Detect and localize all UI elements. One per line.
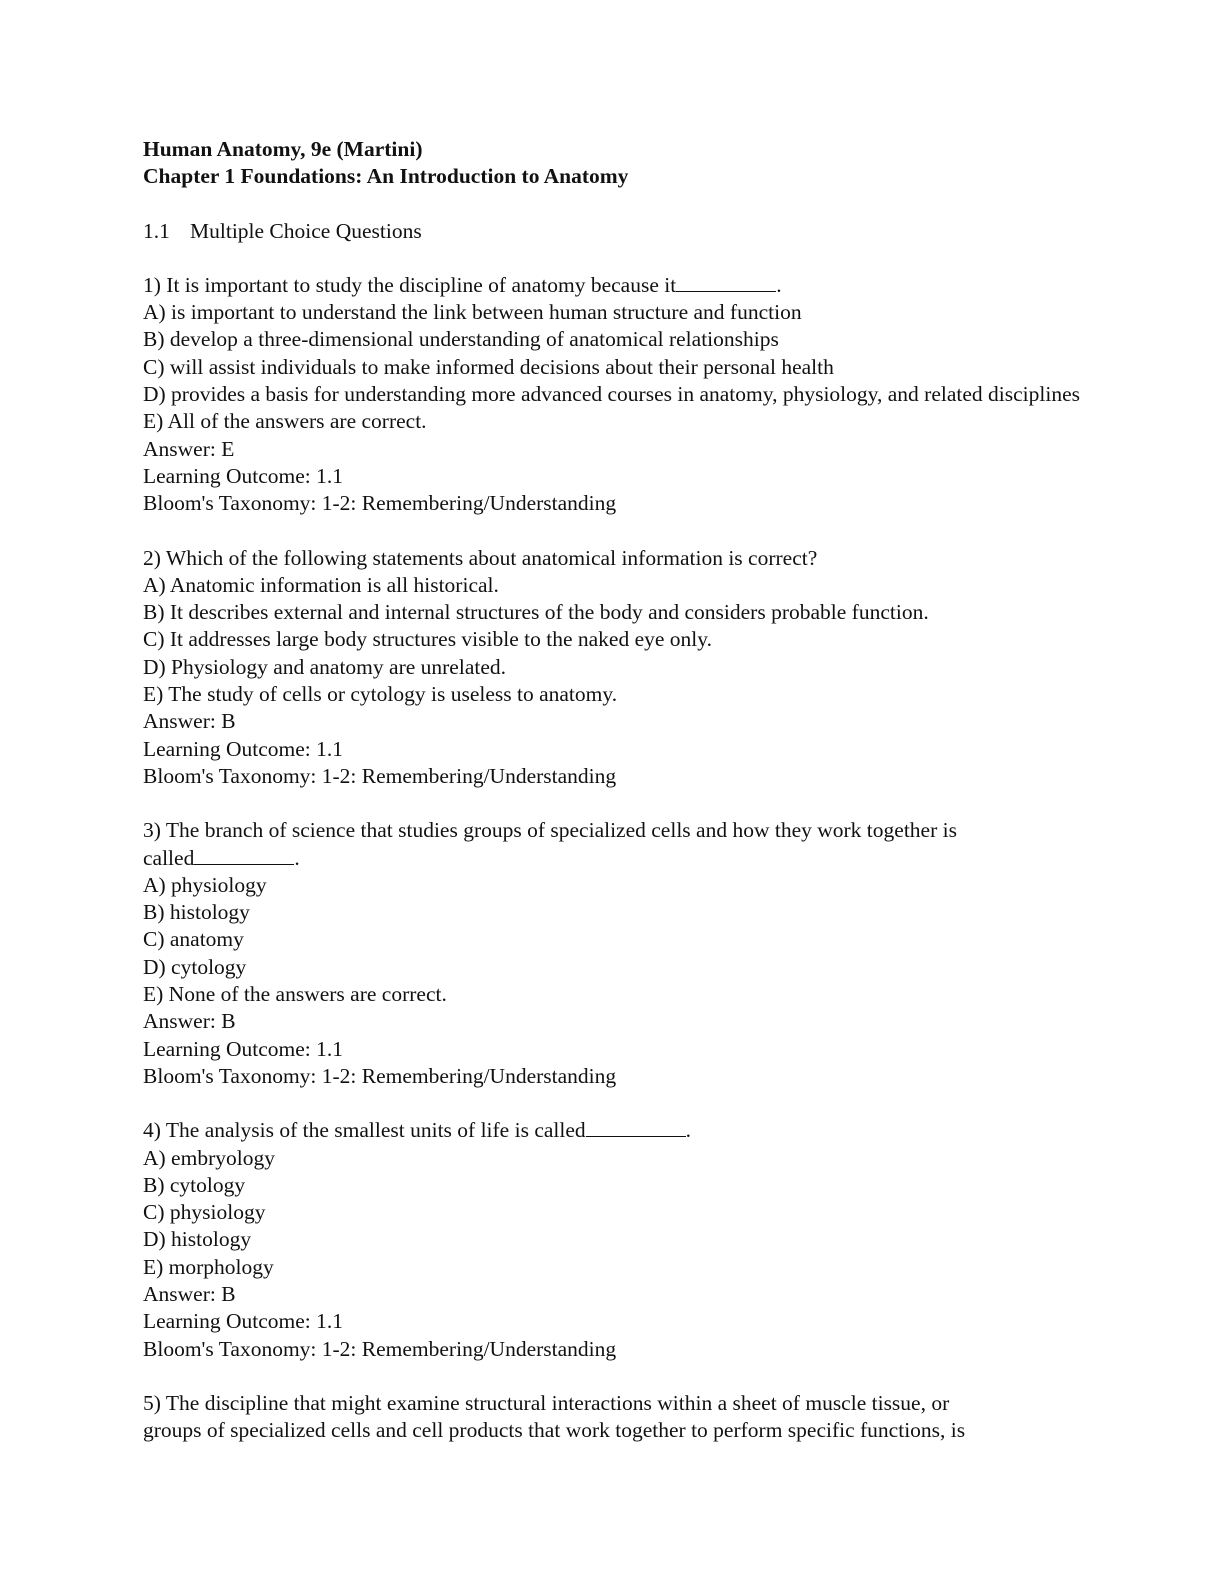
question-stem (143, 272, 1083, 299)
option-d: D) Physiology and anatomy are unrelated. (143, 654, 507, 679)
learning-outcome: Learning Outcome: 1.1 (143, 463, 344, 488)
option-c: C) physiology (143, 1200, 266, 1225)
option-a: A) physiology (143, 872, 267, 897)
question-stem-line-2: groups of specialized cells and cell products that work together to perform specific functions, is (143, 1418, 966, 1443)
learning-outcome: Learning Outcome: 1.1 (143, 736, 344, 761)
question-5 (143, 1390, 1083, 1445)
option-e: E) None of the answers are correct. (143, 982, 447, 1007)
option-b: B) histology (143, 900, 250, 925)
learning-outcome: Learning Outcome: 1.1 (143, 1036, 344, 1061)
option-d: D) histology (143, 1227, 252, 1252)
book-title: Human Anatomy, 9e (Martini) (143, 137, 423, 161)
question-stem (143, 1117, 1083, 1144)
answer-blank (586, 1118, 686, 1137)
question-1 (143, 272, 1083, 518)
section-heading (143, 218, 1083, 245)
option-a: A) embryology (143, 1145, 275, 1170)
option-b: B) It describes external and internal structures of the body and considers probable function. (143, 600, 929, 625)
question-stem-end: . (294, 845, 300, 870)
section-label: Multiple Choice Questions (190, 218, 422, 243)
option-b: B) cytology (143, 1172, 246, 1197)
learning-outcome: Learning Outcome: 1.1 (143, 1309, 344, 1334)
answer-line: Answer: B (143, 1009, 236, 1034)
question-stem-text: called (143, 845, 195, 870)
question-2 (143, 545, 1083, 791)
question-stem-line-2 (143, 845, 1083, 872)
option-b: B) develop a three-dimensional understanding of anatomical relationships (143, 327, 779, 352)
answer-line: Answer: B (143, 709, 236, 734)
option-c: C) It addresses large body structures visible to the naked eye only. (143, 627, 713, 652)
question-stem-end: . (776, 272, 782, 297)
question-4 (143, 1117, 1083, 1363)
chapter-title: Chapter 1 Foundations: An Introduction to Anatomy (143, 164, 629, 189)
blooms-taxonomy: Bloom's Taxonomy: 1-2: Remembering/Understanding (143, 763, 617, 788)
option-a: A) Anatomic information is all historical. (143, 572, 499, 597)
answer-blank (676, 273, 776, 292)
question-stem-end: . (685, 1118, 692, 1143)
question-stem-text: 4) The analysis of the smallest units of life is called (143, 1118, 586, 1143)
blooms-taxonomy: Bloom's Taxonomy: 1-2: Remembering/Understanding (143, 1336, 617, 1361)
option-e: E) morphology (143, 1254, 274, 1279)
option-e: E) The study of cells or cytology is useless to anatomy. (143, 682, 618, 707)
question-stem-text: 1) It is important to study the discipline of anatomy because it (143, 272, 677, 297)
option-d: D) provides a basis for understanding more advanced courses in anatomy, physiology, and related disciplines (143, 382, 1080, 407)
answer-line: Answer: E (143, 436, 235, 461)
option-e: E) All of the answers are correct. (143, 409, 427, 434)
question-stem-line-1: 5) The discipline that might examine structural interactions within a sheet of muscle tissue, or (143, 1390, 950, 1415)
option-c: C) will assist individuals to make informed decisions about their personal health (143, 354, 834, 379)
answer-line: Answer: B (143, 1281, 236, 1306)
option-a: A) is important to understand the link between human structure and function (143, 300, 802, 325)
question-3 (143, 817, 1083, 1090)
blooms-taxonomy: Bloom's Taxonomy: 1-2: Remembering/Understanding (143, 1063, 617, 1088)
question-stem: 2) Which of the following statements about anatomical information is correct? (143, 545, 818, 570)
option-c: C) anatomy (143, 927, 244, 952)
blooms-taxonomy: Bloom's Taxonomy: 1-2: Remembering/Understanding (143, 491, 617, 516)
document-page (143, 136, 1083, 1444)
option-d: D) cytology (143, 954, 247, 979)
question-stem-line-1: 3) The branch of science that studies groups of specialized cells and how they work together is (143, 818, 957, 843)
answer-blank (194, 846, 294, 865)
section-number: 1.1 (143, 218, 170, 243)
